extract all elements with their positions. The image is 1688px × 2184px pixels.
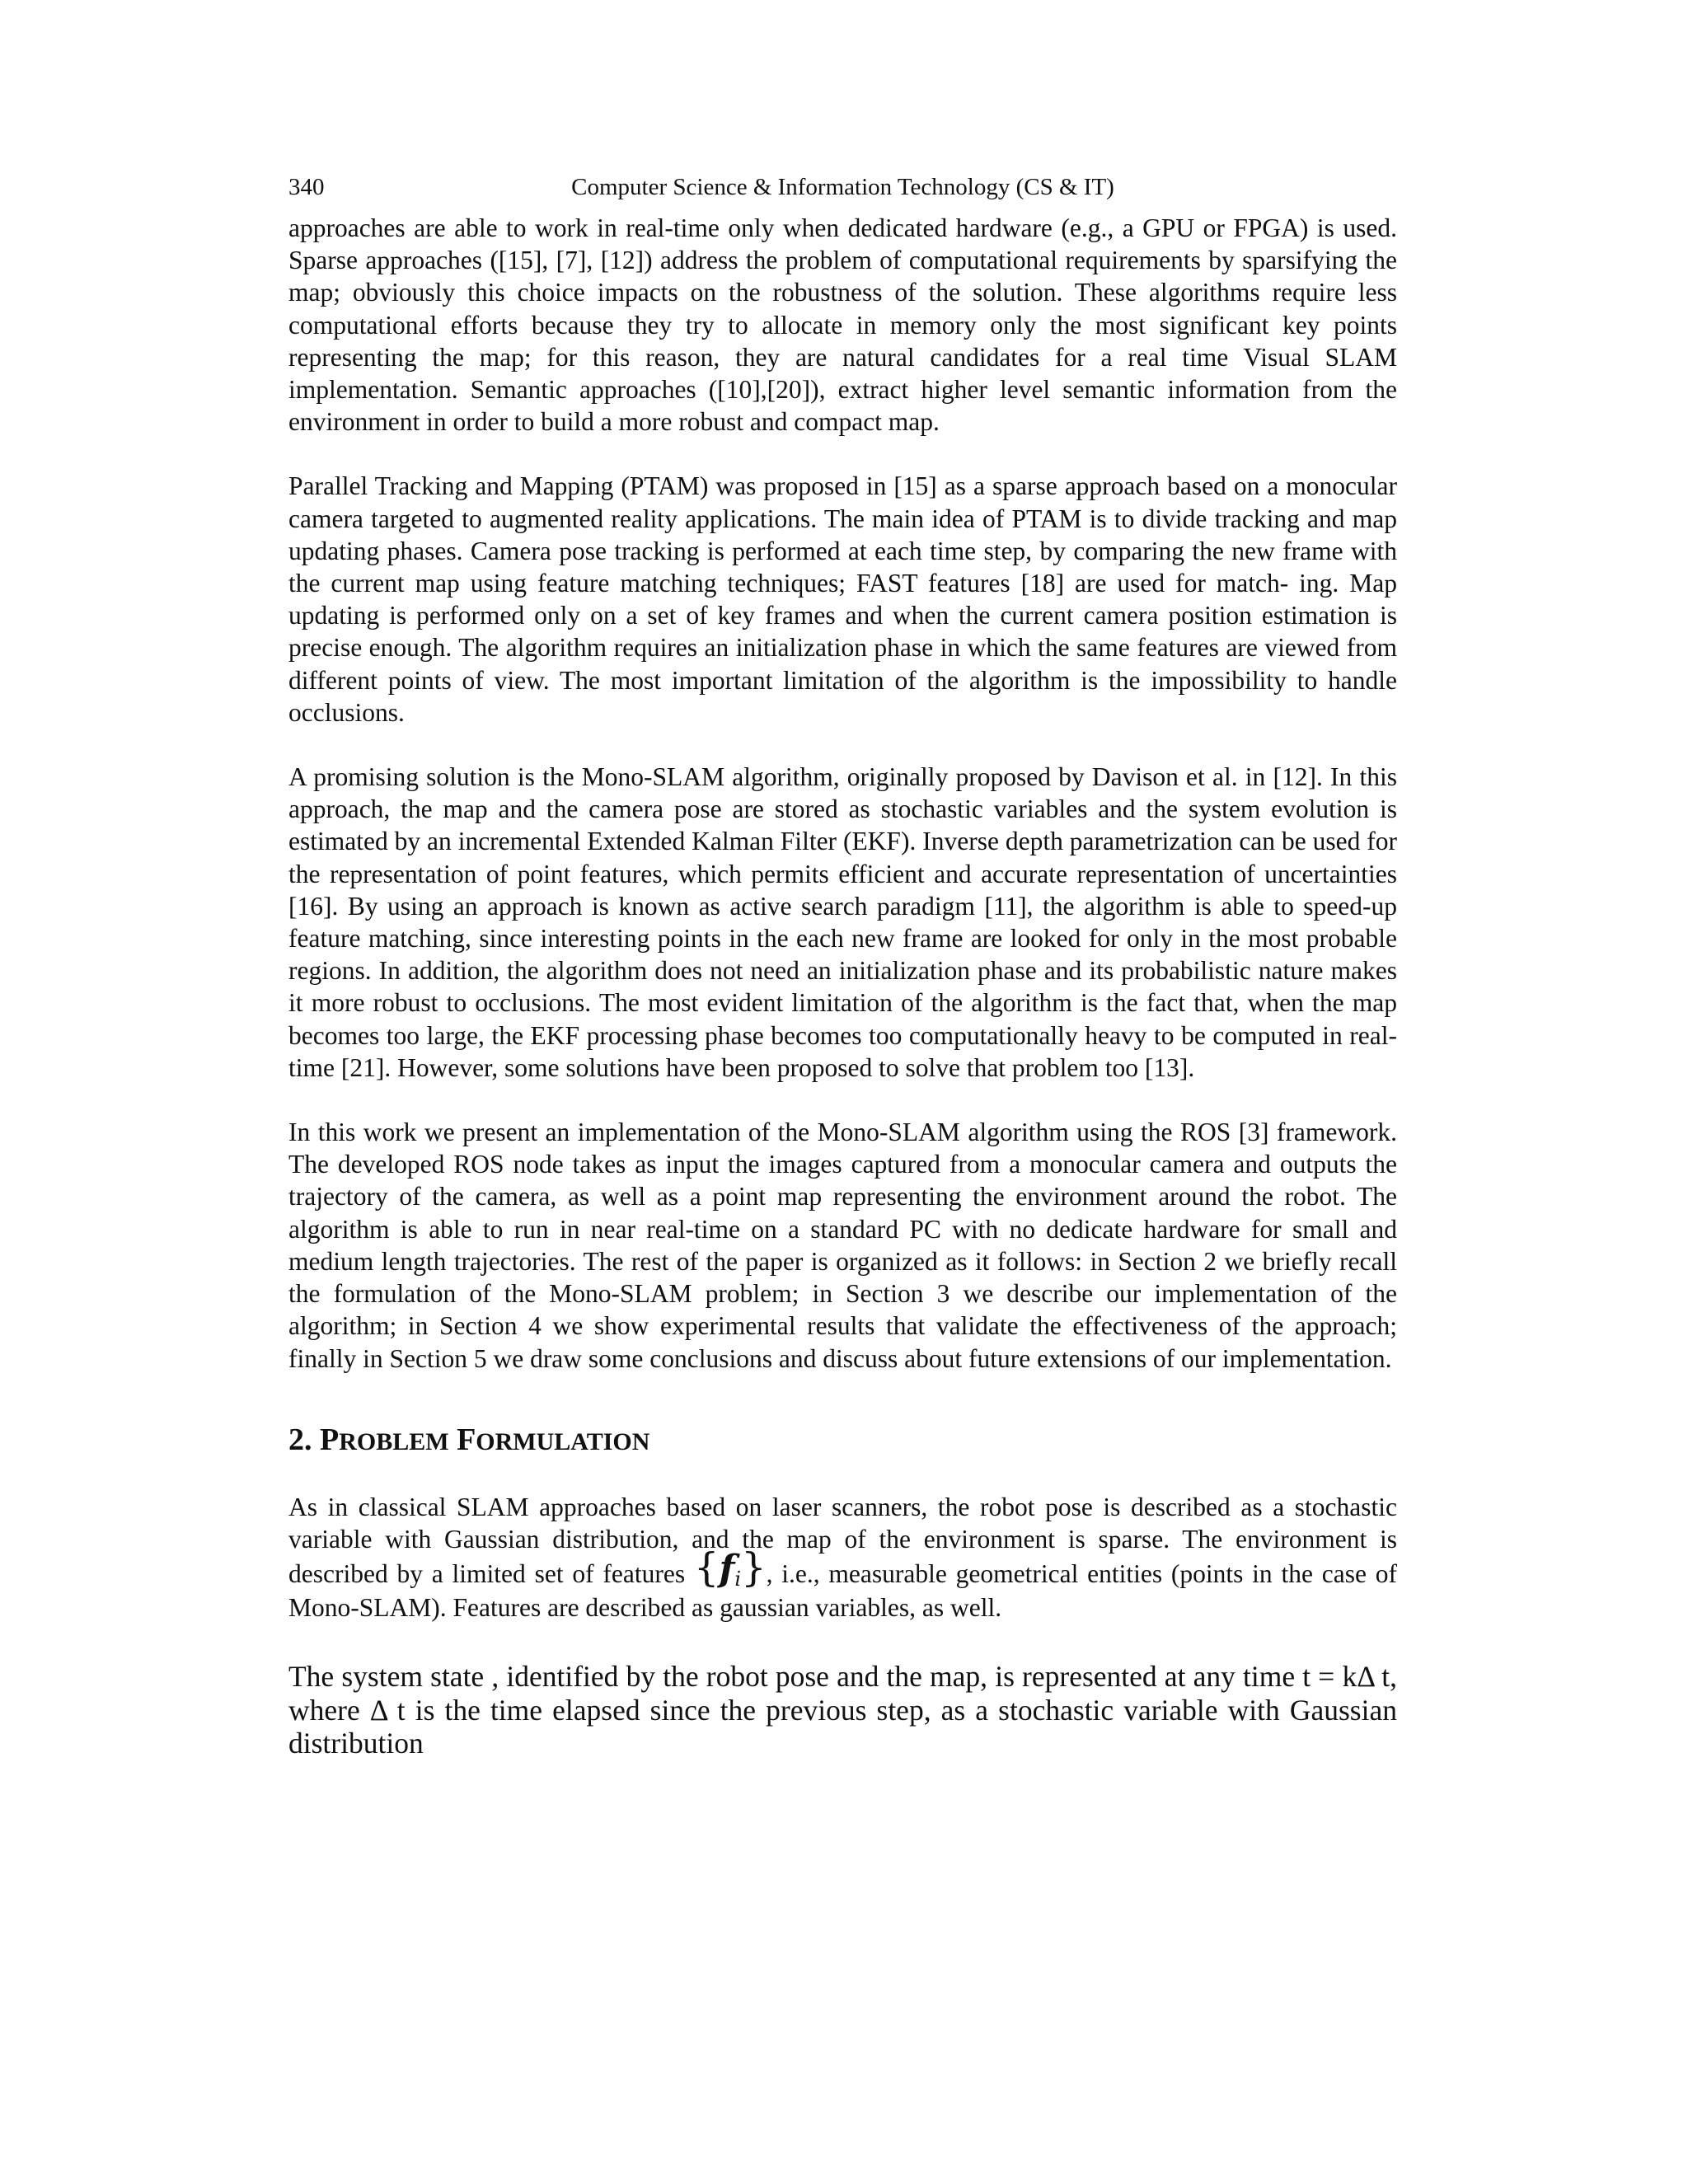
section-title-rest-1: ROBLEM <box>339 1427 449 1455</box>
paper-page <box>288 169 1397 1760</box>
math-brace-open: { <box>693 1544 720 1591</box>
section-title-initial-2: F <box>457 1422 476 1457</box>
math-brace-close: } <box>741 1544 767 1591</box>
math-subscript-i: i <box>734 1568 742 1591</box>
section-number: 2. <box>288 1422 312 1457</box>
math-variable-f: f <box>719 1548 735 1591</box>
paragraph-problem-intro-end: , i.e., measurable geometrical entities (points in the case of Mono-SLAM). Features are described as gaussian variables, as well. <box>288 1559 1397 1623</box>
section-title-initial-1: P <box>320 1422 340 1457</box>
math-feature-set <box>693 1544 767 1591</box>
paragraph-mono-slam: A promising solution is the Mono-SLAM algorithm, originally proposed by Davison et al. in [12]. In this approach, the map and the camera pose are stored as stochastic variables and the system evolution is estimated by an incremental Extended Kalman Filter (EKF). Inverse depth parametrization can be used for the representation of point features, which permits efficient and accurate representation of uncertainties [16]. By using an approach is known as active search paradigm [11], the algorithm is able to speed-up feature matching, since interesting points in the each new frame are looked for only in the most probable regions. In addition, the algorithm does not need an initialization phase and its probabilistic nature makes it more robust to occlusions. The most evident limitation of the algorithm is the fact that, when the map becomes too large, the EKF processing phase becomes too computationally heavy to be computed in real- time [21]. However, some solutions have been proposed to solve that problem too [13]. <box>288 762 1397 1082</box>
paragraph-system-state: The system state , identified by the robot pose and the map, is represented at any time t = kΔ t, where Δ t is the time elapsed since the previous step, as a stochastic variable with Gaussian distribution <box>288 1660 1397 1760</box>
section-title-rest-2: ORMULATION <box>476 1427 650 1455</box>
paragraph-problem-intro-start: As in classical SLAM approaches based on laser scanners, the robot pose is described as a stochastic variable with Gaussian distribution, and the map of the environment is sparse. The environment is described by a limited set of features <box>288 1492 1397 1589</box>
page-number: 340 <box>288 174 325 200</box>
paragraph-related-work-approaches: approaches are able to work in real-time only when dedicated hardware (e.g., a GPU or FPGA) is used. Sparse approaches ([15], [7], [12]) address the problem of computational requirements by sparsifying the map; obviously this choice impacts on the robustness of the solution. These algorithms require less computational efforts because they try to allocate in memory only the most significant key points representing the map; for this reason, they are natural candidates for a real time Visual SLAM implementation. Semantic approaches ([10],[20]), extract higher level semantic information from the environment in order to build a more robust and compact map. <box>288 213 1397 437</box>
journal-title: Computer Science & Information Technology (CS & IT) <box>571 174 1114 200</box>
section-heading-problem-formulation <box>288 1419 1397 1463</box>
paragraph-ptam: Parallel Tracking and Mapping (PTAM) was proposed in [15] as a sparse approach based on a monocular camera targeted to augmented reality applications. The main idea of PTAM is to divide tracking and map updating phases. Camera pose tracking is performed at each time step, by comparing the new frame with the current map using feature matching techniques; FAST features [18] are used for match- ing. Map updating is performed only on a set of key frames and when the current camera position estimation is precise enough. The algorithm requires an initialization phase in which the same features are viewed from different points of view. The most important limitation of the algorithm is the impossibility to handle occlusions. <box>288 471 1397 727</box>
paragraph-this-work: In this work we present an implementation of the Mono-SLAM algorithm using the ROS [3] framework. The developed ROS node takes as input the images captured from a monocular camera and outputs the trajectory of the camera, as well as a point map representing the environment around the robot. The algorithm is able to run in near real-time on a standard PC with no dedicate hardware for small and medium length trajectories. The rest of the paper is organized as it follows: in Section 2 we briefly recall the formulation of the Mono-SLAM problem; in Section 3 we describe our implementation of the algorithm; in Section 4 we show experimental results that validate the effectiveness of the approach; finally in Section 5 we draw some conclusions and discuss about future extensions of our implementation. <box>288 1118 1397 1373</box>
running-head <box>288 169 1397 205</box>
paragraph-problem-intro <box>288 1491 1397 1624</box>
